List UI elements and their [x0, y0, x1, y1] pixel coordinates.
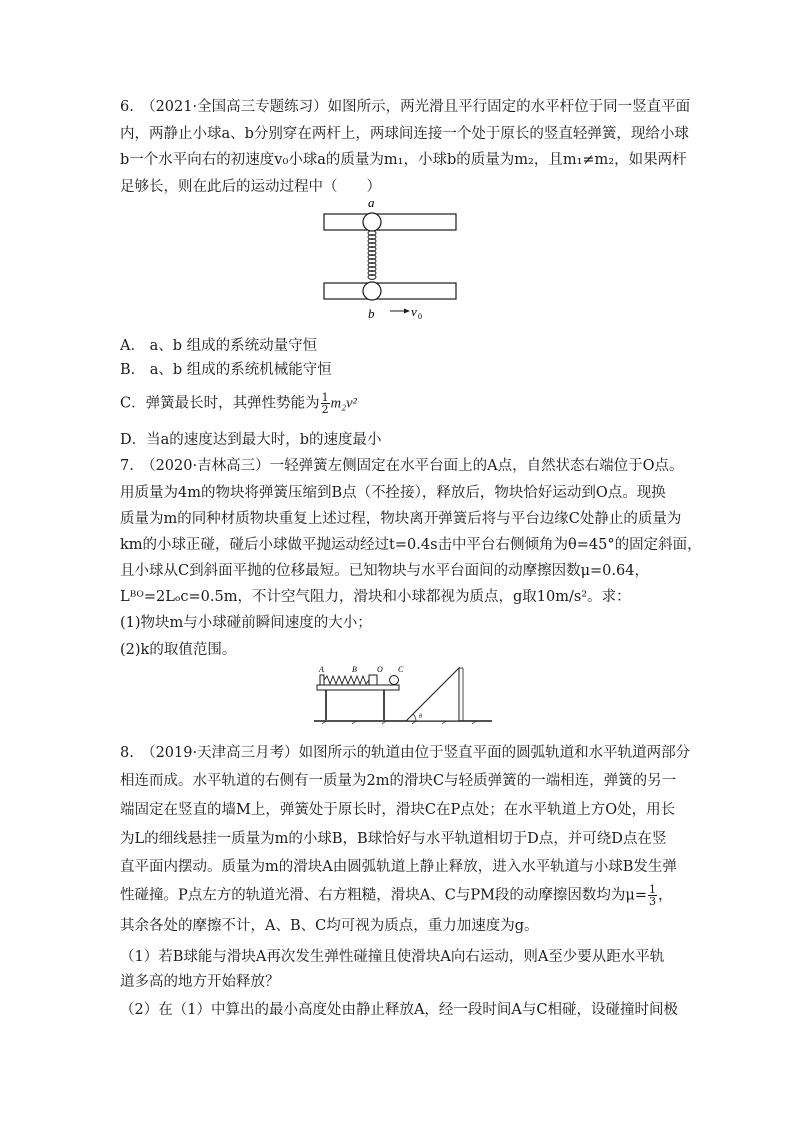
upper-rod [324, 214, 456, 230]
q8-line-2: 相连而成。水平轨道的右侧有一质量为2m的滑块C与轻质弹簧的一端相连，弹簧的另一 [120, 773, 677, 789]
frac-numerator: 1 [321, 391, 329, 404]
q7-line-3: 质量为m的同种材质物块重复上述过程，物块离开弹簧后将与平台边缘C处静止的质量为 [120, 511, 682, 527]
label-O: O [377, 665, 383, 674]
block [369, 675, 377, 685]
incline [406, 668, 459, 721]
spring-zigzag [324, 676, 369, 684]
q8-line-5: 直平面内摆动。质量为m的滑块A由圆弧轨道上静止释放，进入水平轨道与小球B发生弹 [120, 859, 677, 875]
q6-figure [318, 196, 463, 324]
label-v: v [411, 304, 417, 319]
label-theta: θ [419, 714, 422, 720]
lower-rod [324, 283, 456, 299]
label-v-sub: 0 [418, 312, 422, 321]
q8-line-6 [120, 884, 680, 907]
q7-line-2: 用质量为4m的物块将弹簧压缩到B点（不拴接），释放后，物块恰好运动到O点。现换 [120, 485, 666, 501]
q6-option-c-fraction [321, 392, 330, 415]
q7-line-1: 7. （2020·吉林高三）一轻弹簧左侧固定在水平台面上的A点，自然状态右端位于O点。 [120, 458, 684, 474]
q6-line-3: b一个水平向右的初速度v₀小球a的质量为m₁，小球b的质量为m₂，且m₁≠m₂，如果两杆 [120, 152, 687, 168]
q8-line-4: 为L的细线悬挂一质量为m的小球B，B球恰好与水平轨道相切于D点，并可绕D点在竖 [120, 831, 667, 847]
q8-line-6-end: ， [658, 887, 673, 904]
q6-option-d: D．当a的速度达到最大时，b的速度最小 [120, 432, 382, 448]
frac-denominator: 3 [649, 895, 656, 908]
small-ball [390, 676, 399, 685]
velocity-arrowhead [404, 309, 410, 314]
q6-line-1: 6. （2021·全国高三专题练习）如图所示，两光滑且平行固定的水平杆位于同一竖直平面 [120, 99, 691, 115]
q6-option-c-text: C．弹簧最长时，其弹性势能为 [120, 395, 320, 412]
ball-a [363, 213, 381, 231]
label-b: b [368, 306, 375, 321]
q8-line-6-text: 性碰撞。P点左方的轨道光滑、右方粗糙，滑块A、C与PM段的动摩擦因数均为μ= [120, 887, 647, 904]
label-C: C [398, 665, 404, 674]
q8-line-8: （1）若B球能与滑块A再次发生弹性碰撞且使滑块A向右运动，则A至少要从距水平轨 [120, 949, 665, 965]
q7-line-6: Lᴮᴼ=2Lₒc=0.5m，不计空气阻力，滑块和小球都视为质点，g取10m/s²。求： [120, 589, 631, 605]
q7-line-8: (2)k的取值范围。 [120, 642, 237, 658]
q7-line-5: 且小球从C到斜面平抛的位移最短。已知物块与水平台面间的动摩擦因数μ=0.64， [120, 563, 649, 579]
frac-numerator: 1 [649, 883, 656, 896]
label-a: a [368, 196, 375, 210]
label-B: B [352, 665, 357, 674]
q8-line-1: 8. （2019·天津高三月考）如图所示的轨道由位于竖直平面的圆弧轨道和水平轨道两部分 [120, 745, 691, 761]
q6-line-4: 足够长，则在此后的运动过程中（ ） [120, 179, 381, 195]
q7-line-4: km的小球正碰，碰后小球做平抛运动经过t=0.4s击中平台右侧倾角为θ=45°的固定斜面， [120, 537, 702, 553]
ball-b [363, 282, 381, 300]
spring [368, 231, 376, 280]
label-A: A [319, 665, 324, 674]
q8-mu-fraction [648, 884, 657, 907]
q6-line-2: 内，两静止小球a、b分别穿在两杆上，两球间连接一个处于原长的竖直轻弹簧，现给小球 [120, 126, 689, 142]
q7-line-7: (1)物块m与小球碰前瞬间速度的大小； [120, 615, 372, 631]
q8-line-9: 道多高的地方开始释放？ [120, 974, 280, 990]
q8-line-10: （2）在（1）中算出的最小高度处由静止释放A，经一段时间A与C相碰，设碰撞时间极 [120, 1002, 678, 1018]
q8-line-7: 其余各处的摩擦不计，A、B、C均可视为质点，重力加速度为g。 [120, 918, 539, 934]
q7-figure [312, 662, 494, 728]
q6-option-c [120, 392, 680, 415]
platform-top [317, 685, 399, 690]
q8-line-3: 端固定在竖直的墙M上，弹簧处于原长时，滑块C在P点处；在水平轨道上方O处，用长 [120, 802, 676, 818]
q6-option-a: A． a、b 组成的系统动量守恒 [120, 338, 318, 354]
q6-option-b: B． a、b 组成的系统机械能守恒 [120, 362, 332, 378]
platform-wall [320, 675, 324, 685]
q6-option-c-formula: m₂v² [330, 395, 357, 412]
frac-denominator: 2 [321, 403, 329, 416]
